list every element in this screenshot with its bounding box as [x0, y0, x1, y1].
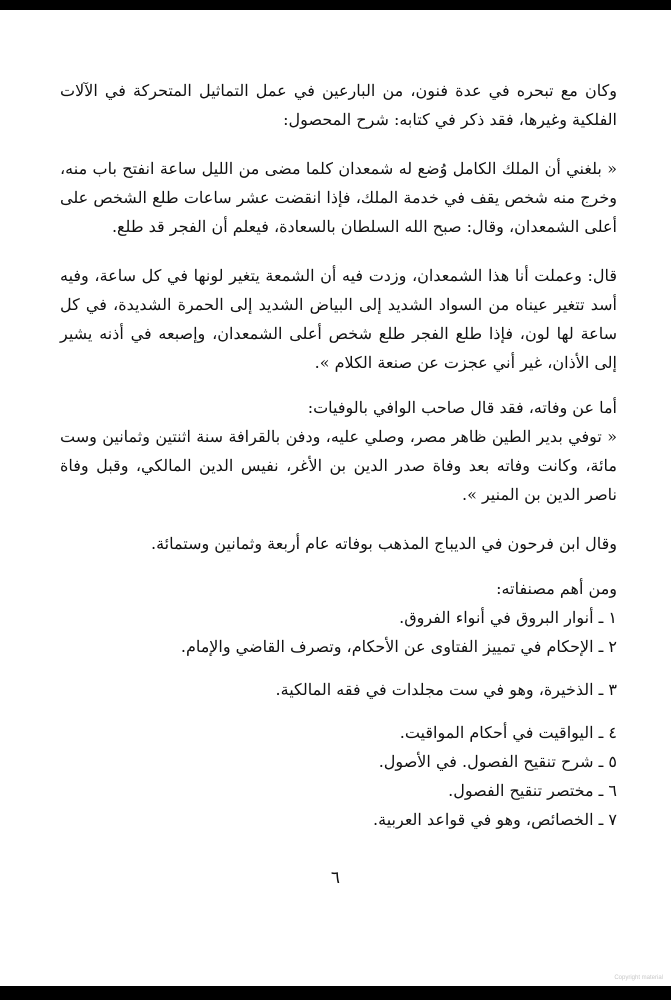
top-border: [0, 0, 671, 10]
list-item: ٦ ـ مختصر تنقيح الفصول.: [448, 781, 617, 800]
bottom-border: [0, 986, 671, 1000]
death-intro-paragraph: أما عن وفاته، فقد قال صاحب الوافي بالوفيات:: [307, 398, 617, 417]
list-item: ١ ـ أنوار البروق في أنواء الفروق.: [399, 608, 617, 627]
candlestick-quote-paragraph: « بلغني أن الملك الكامل وُضع له شمعدان كلما مضى من الليل ساعة انفتح باب منه، وخرج منه شخص يقف في خدمة الملك، فإذا انقضت عشر ساعات طلع الشخص على أعلى الشمعدان، وقال: صبح الله السلطان بالسعادة، فيعلم أن الفجر قد طلع.: [60, 159, 617, 236]
list-item: ٣ ـ الذخيرة، وهو في ست مجلدات في فقه المالكية.: [275, 680, 617, 699]
intro-paragraph: وكان مع تبحره في عدة فنون، من البارعين في عمل التماثيل المتحركة في الآلات الفلكية وغيرها، فقد ذكر في كتابه: شرح المحصول:: [60, 81, 618, 129]
page-number: ٦: [330, 868, 341, 888]
death-quote-paragraph: « توفي بدير الطين ظاهر مصر، وصلي عليه، ودفن بالقرافة سنة اثنتين وثمانين وست مائة، وكانت وفاته بعد وفاة صدر الدين بن الأغر، نفيس الدين المالكي، وقبل وفاة ناصر الدين بن المنير ».: [60, 427, 617, 504]
list-item: ٥ ـ شرح تنقيح الفصول. في الأصول.: [378, 752, 617, 771]
works-list: [60, 603, 617, 834]
list-item: ٤ ـ اليواقيت في أحكام المواقيت.: [399, 723, 617, 742]
works-intro-heading: ومن أهم مصنفاته:: [496, 579, 617, 598]
author-candlestick-paragraph: قال: وعملت أنا هذا الشمعدان، وزدت فيه أن الشمعة يتغير لونها في كل ساعة، وفيه أسد تتغير عيناه من السواد الشديد إلى البياض الشديد إلى الحمرة الشديدة، في كل ساعة لها لون، فإذا طلع الفجر طلع شخص أعلى الشمعدان، وإصبعه في أذنه يشير إلى الأذان، غير أني عجزت عن صنعة الكلام ».: [60, 266, 618, 372]
list-item: ٢ ـ الإحكام في تمييز الفتاوى عن الأحكام، وتصرف القاضي والإمام.: [180, 637, 617, 656]
ibn-farhoun-paragraph: وقال ابن فرحون في الديباج المذهب بوفاته عام أربعة وثمانين وستمائة.: [151, 534, 617, 553]
list-item: ٧ ـ الخصائص، وهو في قواعد العربية.: [373, 810, 617, 829]
copyright-watermark: Copyright material: [614, 975, 663, 981]
page-body: [60, 76, 617, 834]
